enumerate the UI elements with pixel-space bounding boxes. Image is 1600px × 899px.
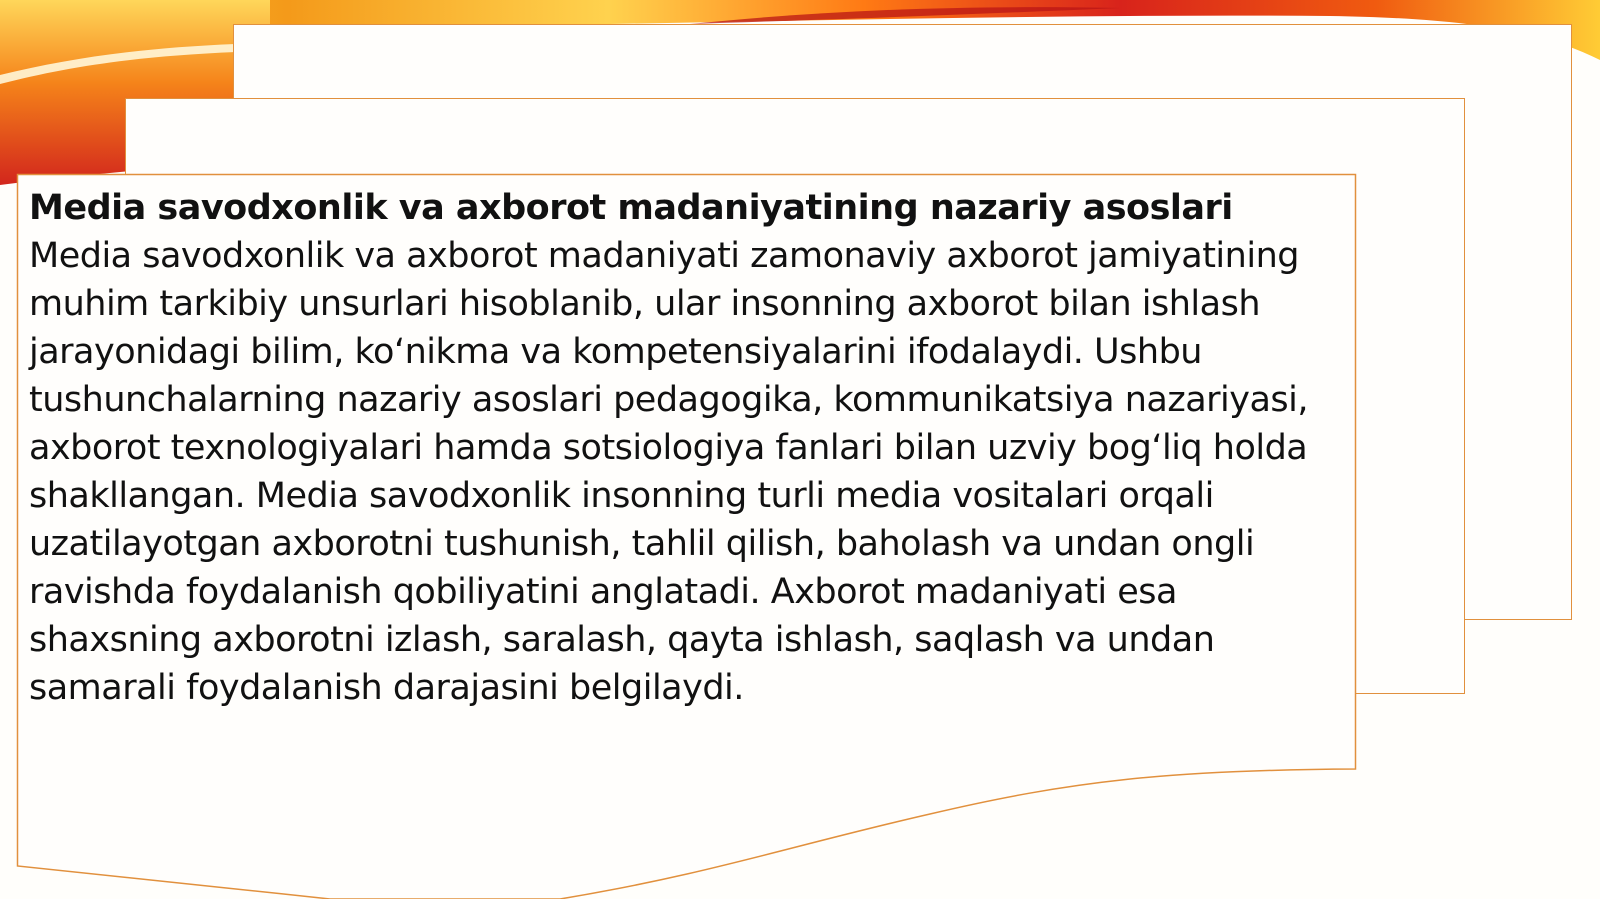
slide-title: Media savodxonlik va axborot madaniyatining nazariy asoslari xyxy=(29,188,1233,228)
slide-text-block xyxy=(29,184,1359,712)
slide-body-text: Media savodxonlik va axborot madaniyati zamonaviy axborot jamiyatining muhim tarkibiy unsurlari hisoblanib, ular insonning axborot bilan ishlash jarayonidagi bilim, ko‘nikma va kompetensiyalarini ifodalaydi. Ushbu tushunchalarning nazariy asoslari pedagogika, kommunikatsiya nazariyasi, axborot texnologiyalari hamda sotsiologiya fanlari bilan uzviy bog‘liq holda shakllangan. Media savodxonlik insonning turli media vositalari orqali uzatilayotgan axborotni tushunish, tahlil qilish, baholash va undan ongli ravishda foydalanish qobiliyatini anglatadi. Axborot madaniyati esa shaxsning axborotni izlash, saralash, qayta ishlash, saqlash va undan samarali foydalanish darajasini belgilaydi. xyxy=(29,236,1309,708)
